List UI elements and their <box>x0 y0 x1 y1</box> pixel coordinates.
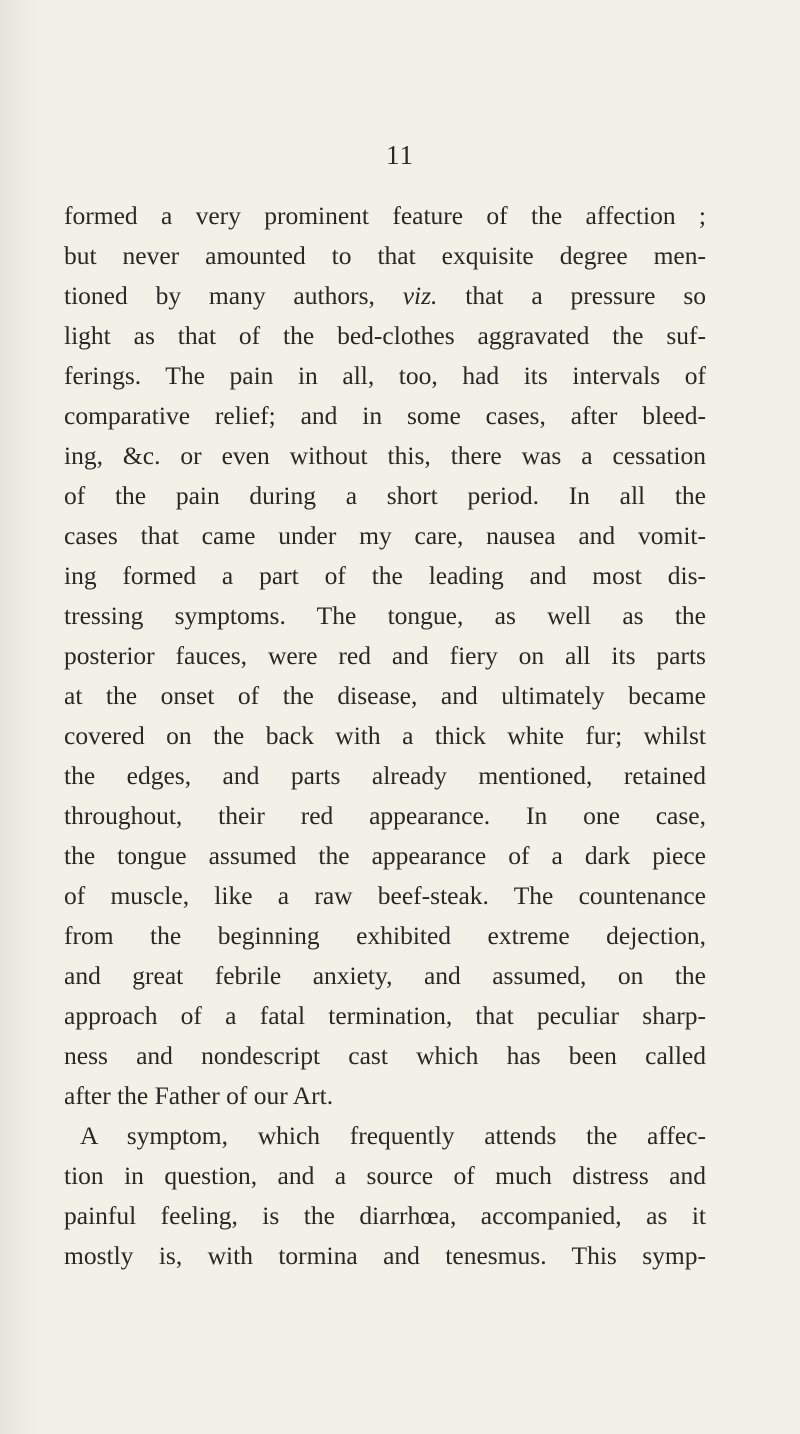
text-line: ness and nondescript cast which has been called <box>64 1041 706 1070</box>
text-line: but never amounted to that exquisite degree men- <box>64 241 706 270</box>
text-line: mostly is, with tormina and tenesmus. This symp- <box>64 1241 706 1270</box>
text-line: tressing symptoms. The tongue, as well as the <box>64 601 706 630</box>
text-line: throughout, their red appearance. In one case, <box>64 801 706 830</box>
text-line: the edges, and parts already mentioned, retained <box>64 761 706 790</box>
text-segment: tioned by many authors, <box>64 281 403 310</box>
text-line <box>64 276 706 316</box>
text-line: formed a very prominent feature of the affection ; <box>64 201 706 230</box>
text-line: from the beginning exhibited extreme dejection, <box>64 921 706 950</box>
text-line: painful feeling, is the diarrhœa, accompanied, as it <box>64 1201 706 1230</box>
text-line: posterior fauces, were red and fiery on all its parts <box>64 641 706 670</box>
text-line: approach of a fatal termination, that peculiar sharp- <box>64 1001 706 1030</box>
text-line: of the pain during a short period. In all the <box>64 481 706 510</box>
text-line: covered on the back with a thick white fur; whilst <box>64 721 706 750</box>
page-number: 11 <box>386 140 414 170</box>
text-line: tion in question, and a source of much distress and <box>64 1161 706 1190</box>
text-line: ing formed a part of the leading and most dis- <box>64 561 706 590</box>
text-line: after the Father of our Art. <box>64 1081 334 1110</box>
text-line: comparative relief; and in some cases, after bleed- <box>64 401 706 430</box>
text-line: ing, &c. or even without this, there was a cessation <box>64 441 706 470</box>
text-line: and great febrile anxiety, and assumed, on the <box>64 961 706 990</box>
text-line: ferings. The pain in all, too, had its intervals of <box>64 361 706 390</box>
text-line: of muscle, like a raw beef-steak. The countenance <box>64 881 706 910</box>
text-segment: that a pressure so <box>437 281 706 310</box>
text-line: cases that came under my care, nausea and vomit- <box>64 521 706 550</box>
text-line: at the onset of the disease, and ultimately became <box>64 681 706 710</box>
italic-text: viz. <box>402 281 438 310</box>
text-line: light as that of the bed-clothes aggravated the suf- <box>64 321 706 350</box>
body-text <box>64 196 706 1276</box>
text-line: A symptom, which frequently attends the affec- <box>80 1121 706 1150</box>
text-line: the tongue assumed the appearance of a dark piece <box>64 841 706 870</box>
